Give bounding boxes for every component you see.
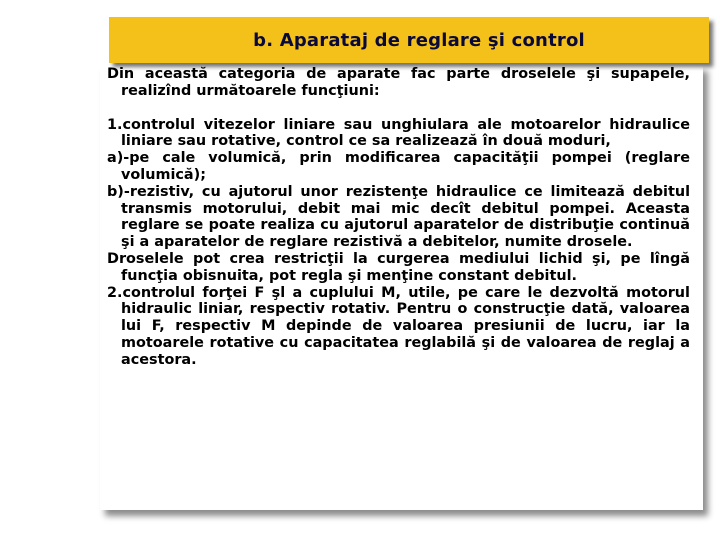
- paragraph-speed-control: 1.controlul vitezelor liniare sau unghiulara ale motoarelor hidraulice liniare sau rotative, control ce sa realizează în două moduri,: [107, 116, 690, 150]
- paragraph-volumetric: a)-pe cale volumică, prin modificarea capacităţii pompei (reglare volumică);: [107, 150, 690, 183]
- paragraph-force-control: 2.controlul forţei F şl a cuplului M, utile, pe care le dezvoltă motorul hidraulic liniar, respectiv rotativ. Pentru o construcţie dată, valoarea lui F, respectiv M depinde de valoarea presiunii de lucru, iar la motoarele rotative cu capacitatea reglabilă şi de valoarea de reglaj a acestora.: [107, 284, 690, 368]
- body-text: [107, 66, 690, 369]
- paragraph-throttles: Droselele pot crea restricţii la curgerea mediului lichid şi, pe lîngă funcţia obisnuita, pot regla şi menţine constant debitul.: [107, 250, 690, 284]
- paragraph-gap: [107, 100, 690, 117]
- paragraph-resistive: b)-rezistiv, cu ajutorul unor rezistenţe hidraulice ce limitează debitul transmis motorului, debit mai mic decît debitul pompei. Aceasta reglare se poate realiza cu ajutorul aparatelor de distribuţie continuă şi a aparatelor de reglare rezistivă a debitelor, numite drosele.: [107, 183, 690, 251]
- slide-title: b. Aparataj de reglare şi control: [253, 29, 585, 51]
- title-banner: [109, 17, 709, 63]
- intro-paragraph: Din această categoria de aparate fac parte droselele şi supapele, realizînd următoarele funcţiuni:: [107, 66, 690, 99]
